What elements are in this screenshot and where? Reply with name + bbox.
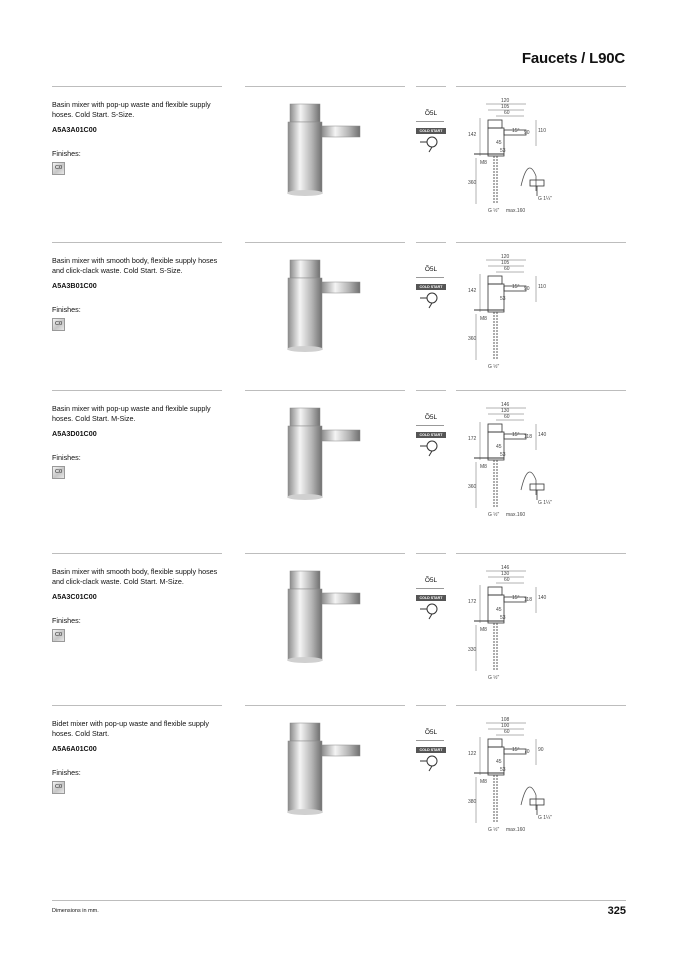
- dim-waste-thread: G 1¼": [538, 500, 553, 506]
- eco-flow-icon: Õ5L: [424, 110, 438, 117]
- dim-hose-length: 380: [468, 799, 477, 805]
- dim-thread: M8: [480, 316, 487, 322]
- footer-divider: [52, 900, 626, 901]
- dim-top: 130: [501, 571, 510, 577]
- dim-top: 105: [501, 104, 510, 110]
- dim-top: 105: [501, 260, 510, 266]
- dim-mid: 45: [496, 759, 502, 765]
- cold-start-icon: [416, 601, 444, 621]
- footer-note: Dimensions in mm.: [52, 908, 99, 914]
- dim-height: 172: [468, 599, 477, 605]
- dim-waste-thread: G 1¼": [538, 815, 553, 821]
- dim-reach: 90: [524, 130, 530, 136]
- dim-top: 100: [501, 723, 510, 729]
- product-info: [52, 404, 227, 479]
- dim-spout: 90: [538, 747, 544, 753]
- dim-reach: 118: [524, 434, 532, 440]
- dim-thread: M8: [480, 779, 487, 785]
- finishes-label: Finishes:: [52, 615, 81, 625]
- cold-start-badge: COLD START: [416, 128, 446, 134]
- finish-swatch-chrome: C0: [52, 318, 65, 331]
- dim-angle: 15°: [512, 432, 520, 438]
- dim-top: 60: [504, 266, 510, 272]
- cold-start-icon: [416, 134, 444, 154]
- dim-max: max.160: [506, 827, 526, 833]
- dim-top: 146: [501, 565, 510, 571]
- dim-mid: 53: [500, 767, 506, 773]
- dim-top: 60: [504, 729, 510, 735]
- dim-mid: 45: [496, 444, 502, 450]
- dim-thread: M8: [480, 160, 487, 166]
- dim-spout: 140: [538, 595, 547, 601]
- dim-spout: 110: [538, 284, 546, 290]
- eco-flow-icon: Õ5L: [424, 414, 438, 421]
- feature-icons: [416, 725, 446, 778]
- dim-top: 108: [501, 717, 510, 723]
- dim-mid: 53: [500, 296, 506, 302]
- faucet-photo: [262, 559, 402, 669]
- dim-height: 142: [468, 288, 477, 294]
- product-code: A5A3A01C00: [52, 125, 97, 135]
- dim-max: max.160: [506, 512, 526, 518]
- cold-start-badge: COLD START: [416, 595, 446, 601]
- page-number: 325: [607, 905, 626, 917]
- dim-mid: 53: [500, 148, 506, 154]
- product-description: Basin mixer with smooth body, flexible supply hoses and click-clack waste. Cold Start. M-Size.: [52, 567, 218, 586]
- product-description: Basin mixer with pop-up waste and flexible supply hoses. Cold Start. S-Size.: [52, 100, 211, 119]
- product-info: [52, 256, 227, 331]
- technical-drawing: [466, 400, 576, 525]
- finish-swatch-chrome: C0: [52, 466, 65, 479]
- product-row: [0, 86, 678, 226]
- feature-icons: [416, 410, 446, 463]
- eco-flow-icon: Õ5L: [424, 577, 438, 584]
- dim-top: 130: [501, 408, 510, 414]
- dim-top: 120: [501, 98, 510, 104]
- dim-top: 60: [504, 577, 510, 583]
- dim-top: 60: [504, 110, 510, 116]
- finishes-label: Finishes:: [52, 304, 81, 314]
- dim-thread: M8: [480, 627, 487, 633]
- dim-hose-length: 330: [468, 647, 477, 653]
- product-row: [0, 390, 678, 530]
- dim-height: 142: [468, 132, 477, 138]
- dim-hose-length: 360: [468, 484, 477, 490]
- technical-drawing: [466, 563, 576, 688]
- product-description: Basin mixer with smooth body, flexible supply hoses and click-clack waste. Cold Start. S-Size.: [52, 256, 218, 275]
- cold-start-badge: COLD START: [416, 747, 446, 753]
- dim-hose-length: 360: [468, 336, 477, 342]
- dim-mid: 53: [500, 615, 506, 621]
- finish-swatch-chrome: C0: [52, 781, 65, 794]
- dim-connection: G ½": [488, 512, 500, 518]
- dim-spout: 140: [538, 432, 547, 438]
- cold-start-badge: COLD START: [416, 432, 446, 438]
- cold-start-badge: COLD START: [416, 284, 446, 290]
- dim-connection: G ½": [488, 364, 500, 370]
- page-title: Faucets / L90C: [521, 50, 625, 67]
- technical-drawing: [466, 96, 576, 221]
- dim-height: 172: [468, 436, 477, 442]
- product-description: Basin mixer with pop-up waste and flexible supply hoses. Cold Start. M-Size.: [52, 404, 211, 423]
- product-row: [0, 705, 678, 845]
- cold-start-icon: [416, 438, 444, 458]
- technical-drawing: [466, 715, 576, 840]
- dim-angle: 15°: [512, 595, 520, 601]
- product-code: A5A3C01C00: [52, 592, 97, 602]
- dim-spout: 110: [538, 128, 546, 134]
- finish-swatch-chrome: C0: [52, 162, 65, 175]
- dim-reach: 70: [524, 749, 530, 755]
- dim-mid: 45: [496, 140, 502, 146]
- technical-drawing: [466, 252, 576, 377]
- finishes-label: Finishes:: [52, 767, 81, 777]
- dim-hose-length: 360: [468, 180, 477, 186]
- dim-mid: 45: [496, 607, 502, 613]
- feature-icons: [416, 262, 446, 315]
- product-row: [0, 553, 678, 693]
- dim-top: 146: [501, 402, 510, 408]
- dim-waste-thread: G 1¼": [538, 196, 553, 202]
- dim-connection: G ½": [488, 827, 500, 833]
- faucet-photo: [262, 248, 402, 358]
- dim-reach: 90: [524, 286, 530, 292]
- product-description: Bidet mixer with pop-up waste and flexible supply hoses. Cold Start.: [52, 719, 210, 738]
- feature-icons: [416, 106, 446, 159]
- product-info: [52, 100, 227, 175]
- product-info: [52, 567, 227, 642]
- product-code: A5A3B01C00: [52, 281, 97, 291]
- feature-icons: [416, 573, 446, 626]
- dim-connection: G ½": [488, 208, 500, 214]
- dim-height: 122: [468, 751, 477, 757]
- dim-max: max.160: [506, 208, 526, 214]
- finishes-label: Finishes:: [52, 148, 81, 158]
- cold-start-icon: [416, 290, 444, 310]
- dim-angle: 15°: [512, 128, 520, 134]
- dim-reach: 118: [524, 597, 532, 603]
- dim-angle: 15°: [512, 747, 520, 753]
- eco-flow-icon: Õ5L: [424, 266, 438, 273]
- faucet-photo: [262, 92, 402, 202]
- product-code: A5A3D01C00: [52, 429, 97, 439]
- finish-swatch-chrome: C0: [52, 629, 65, 642]
- faucet-photo: [262, 711, 402, 821]
- dim-angle: 15°: [512, 284, 520, 290]
- eco-flow-icon: Õ5L: [424, 729, 438, 736]
- product-info: [52, 719, 227, 794]
- product-row: [0, 242, 678, 382]
- dim-mid: 53: [500, 452, 506, 458]
- dim-top: 120: [501, 254, 510, 260]
- faucet-photo: [262, 396, 402, 506]
- dim-top: 60: [504, 414, 510, 420]
- product-code: A5A6A01C00: [52, 744, 97, 754]
- dim-connection: G ½": [488, 675, 500, 681]
- dim-thread: M8: [480, 464, 487, 470]
- cold-start-icon: [416, 753, 444, 773]
- finishes-label: Finishes:: [52, 452, 81, 462]
